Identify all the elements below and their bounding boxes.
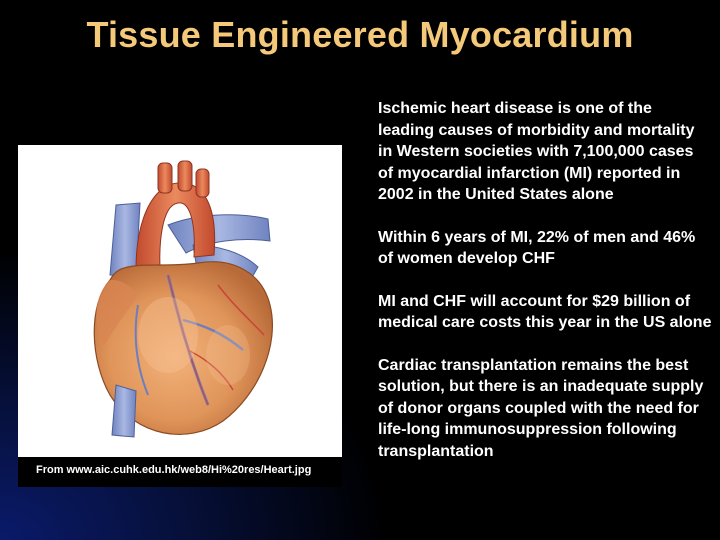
bullet-item: MI and CHF will account for $29 billion of medical care costs this year in the US alone [378, 292, 712, 331]
image-caption: From www.aic.cuhk.edu.hk/web8/Hi%20res/Heart.jpg [18, 464, 342, 476]
slide-title: Tissue Engineered Myocardium [86, 14, 634, 55]
heart-illustration [18, 145, 342, 457]
pulmonary-artery [168, 215, 270, 253]
bullet-list [378, 98, 712, 483]
bullet-item: Ischemic heart disease is one of the leading causes of morbidity and mortality in Western societies with 7,100,000 cases of myocardial infarction (MI) reported in 2002 in the United States alone [378, 100, 695, 203]
image-caption-bar [18, 457, 342, 487]
bullet-item: Within 6 years of MI, 22% of men and 46% of women develop CHF [378, 228, 696, 267]
heart-image-panel [18, 145, 342, 457]
bullet-item: Cardiac transplantation remains the best solution, but there is an inadequate supply of donor organs coupled with the need for life-long immunosuppression following transplantation [378, 356, 704, 460]
